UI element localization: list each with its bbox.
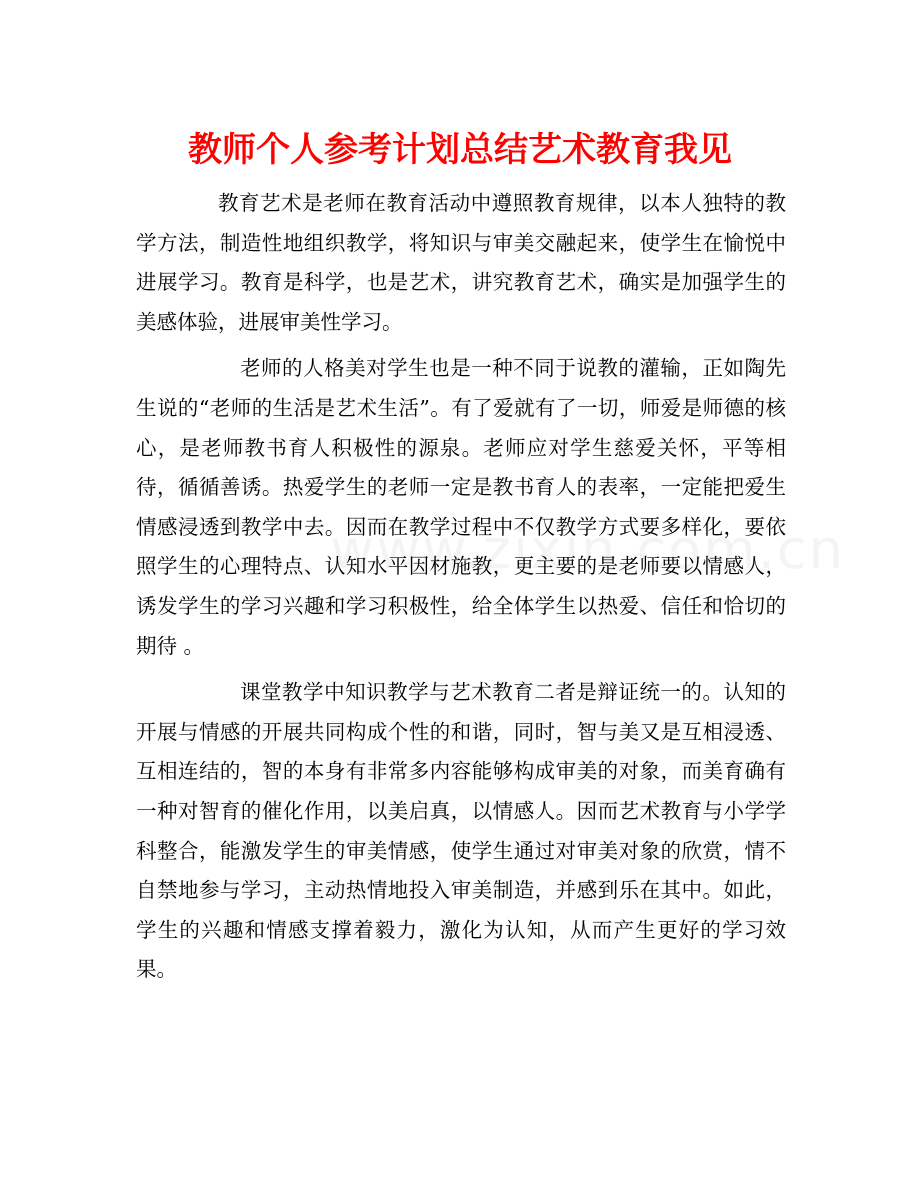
paragraph-2: 老师的人格美对学生也是一种不同于说教的灌输，正如陶先生说的“老师的生活是艺术生活”。有了爱就有了一切，师爱是师德的核心，是老师教书育人积极性的源泉。老师应对学生慈爱关怀，平等相待，循循善诱。热爱学生的老师一定是教书育人的表率，一定能把爱生情感浸透到教学中去。因而在教学过程中不仅教学方式要多样化，要依照学生的心理特点、认知水平因材施教，更主要的是老师要以情感人，诱发学生的学习兴趣和学习积极性，给全体学生以热爱、信任和恰切的期待 。 — [136, 356, 786, 658]
paragraph-1: 教育艺术是老师在教育活动中遵照教育规律，以本人独特的教学方法，制造性地组织教学，将知识与审美交融起来，使学生在愉悦中进展学习。教育是科学，也是艺术，讲究教育艺术，确实是加强学生的美感体验，进展审美性学习。 — [136, 191, 786, 334]
paragraph-3: 课堂教学中知识教学与艺术教育二者是辩证统一的。认知的开展与情感的开展共同构成个性的和谐，同时，智与美又是互相浸透、互相连结的，智的本身有非常多内容能够构成审美的对象，而美育确有一种对智育的催化作用，以美启真，以情感人。因而艺术教育与小学学科整合，能激发学生的审美情感，使学生通过对审美对象的欣赏，情不自禁地参与学习，主动热情地投入审美制造，并感到乐在其中。如此，学生的兴趣和情感支撑着毅力，激化为认知，从而产生更好的学习效果。 — [136, 680, 786, 982]
document-body — [136, 184, 786, 997]
page-title: 教师个人参考计划总结艺术教育我见 — [188, 130, 732, 170]
